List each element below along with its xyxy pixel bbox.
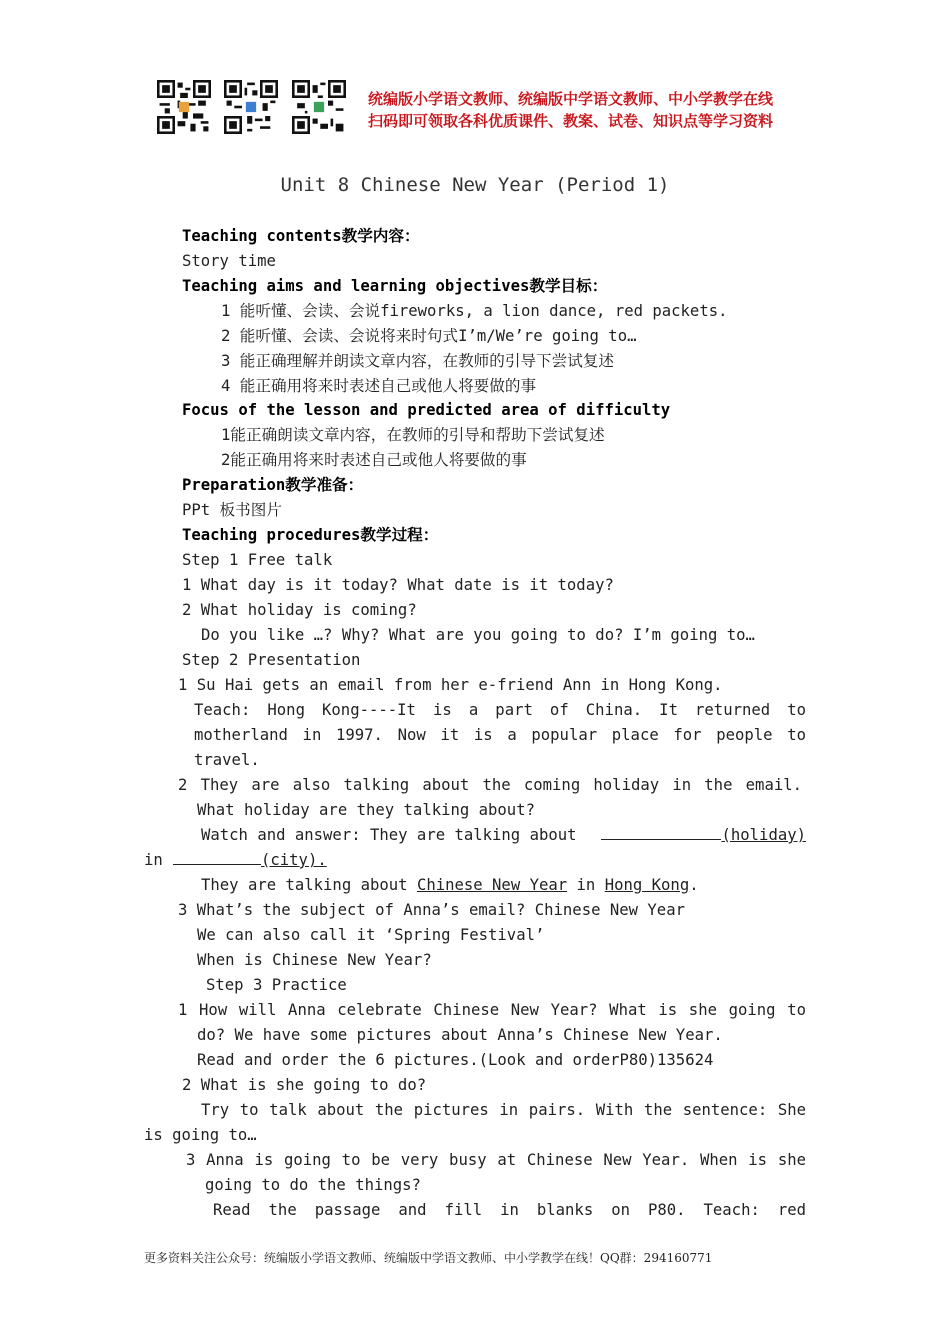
text-line: 2 What is she going to do? <box>182 1076 427 1094</box>
text-segment: (holiday) <box>721 826 806 844</box>
text-segment: Watch and answer: They are talking about <box>201 826 577 844</box>
text-segment: . <box>689 876 699 894</box>
heading-procedures: Teaching procedures教学过程： <box>182 526 439 544</box>
answer-holiday: Chinese New Year <box>416 876 568 894</box>
text-line: 3 What’s the subject of Anna’s email? Chinese New Year <box>178 901 685 919</box>
answer-blank <box>601 825 721 840</box>
heading-teaching-contents: Teaching contents教学内容： <box>182 227 420 245</box>
text-segment: in <box>144 851 163 869</box>
heading-preparation: Preparation教学准备： <box>182 476 364 494</box>
text-line: 3 Anna is going to be very busy at Chinese New Year. When is she <box>186 1151 806 1169</box>
qr-code-1 <box>157 80 211 134</box>
answer-city: Hong Kong <box>604 876 690 894</box>
text-segment: (city). <box>261 851 327 869</box>
step-heading: Step 1 Free talk <box>182 551 333 569</box>
text-line: 1 Su Hai gets an email from her e-friend Ann in Hong Kong. <box>178 676 723 694</box>
text-line: is going to… <box>144 1126 257 1144</box>
answer-blank <box>173 850 261 865</box>
text-line: going to do the things? <box>205 1176 421 1194</box>
promo-banner-line-2: 扫码即可领取各科优质课件、教案、试卷、知识点等学习资料 <box>368 112 774 130</box>
fill-blank-line <box>144 850 344 870</box>
qr-code-3 <box>292 80 346 134</box>
heading-teaching-aims: Teaching aims and learning objectives教学目标： <box>182 277 608 295</box>
aim-item: 4 能正确用将来时表述自己或他人将要做的事 <box>221 377 537 395</box>
text-line: 2 What holiday is coming? <box>182 601 417 619</box>
text-line: 2 They are also talking about the coming holiday in the email. <box>178 776 802 794</box>
text-line: travel. <box>194 751 260 769</box>
answer-line <box>201 875 699 895</box>
text-line: What holiday are they talking about? <box>197 801 535 819</box>
text-line: Read the passage and fill in blanks on P80. Teach: red <box>213 1201 806 1219</box>
text-line: Story time <box>182 252 276 270</box>
text-line: We can also call it ‘Spring Festival’ <box>197 926 545 944</box>
aim-item: 3 能正确理解并朗读文章内容，在教师的引导下尝试复述 <box>221 352 615 370</box>
text-line: 1 What day is it today? What date is it today? <box>182 576 614 594</box>
text-line: When is Chinese New Year? <box>197 951 432 969</box>
text-line: 1 How will Anna celebrate Chinese New Year? What is she going to <box>178 1001 806 1019</box>
focus-item: 1能正确朗读文章内容，在教师的引导和帮助下尝试复述 <box>221 426 605 444</box>
step-heading: Step 3 Practice <box>206 976 347 994</box>
text-segment: They are talking about <box>201 876 408 894</box>
promo-banner-line-1: 统编版小学语文教师、统编版中学语文教师、中小学教学在线 <box>368 90 774 108</box>
text-line: motherland in 1997. Now it is a popular place for people to <box>194 726 806 744</box>
page-title: Unit 8 Chinese New Year (Period 1) <box>280 174 670 196</box>
text-line: Read and order the 6 pictures.(Look and orderP80)135624 <box>197 1051 714 1069</box>
qr-code-2 <box>224 80 278 134</box>
text-line: PPt 板书图片 <box>182 501 282 519</box>
heading-focus: Focus of the lesson and predicted area of difficulty <box>182 401 671 419</box>
text-line: do? We have some pictures about Anna’s Chinese New Year. <box>197 1026 723 1044</box>
text-line: Do you like …? Why? What are you going to do? I’m going to… <box>201 626 755 644</box>
text-line: Teach: Hong Kong----It is a part of China. It returned to <box>194 701 806 719</box>
aim-item: 2 能听懂、会读、会说将来时句式I’m/We’re going to… <box>221 327 637 345</box>
focus-item: 2能正确用将来时表述自己或他人将要做的事 <box>221 451 527 469</box>
text-segment: in <box>576 876 596 894</box>
fill-blank-line <box>201 825 806 845</box>
footer-note: 更多资料关注公众号：统编版小学语文教师、统编版中学语文教师、中小学教学在线！QQ群：294160771 <box>144 1251 713 1265</box>
step-heading: Step 2 Presentation <box>182 651 361 669</box>
text-line: Try to talk about the pictures in pairs. With the sentence: She <box>201 1101 806 1119</box>
aim-item: 1 能听懂、会读、会说fireworks, a lion dance, red packets. <box>221 302 728 320</box>
